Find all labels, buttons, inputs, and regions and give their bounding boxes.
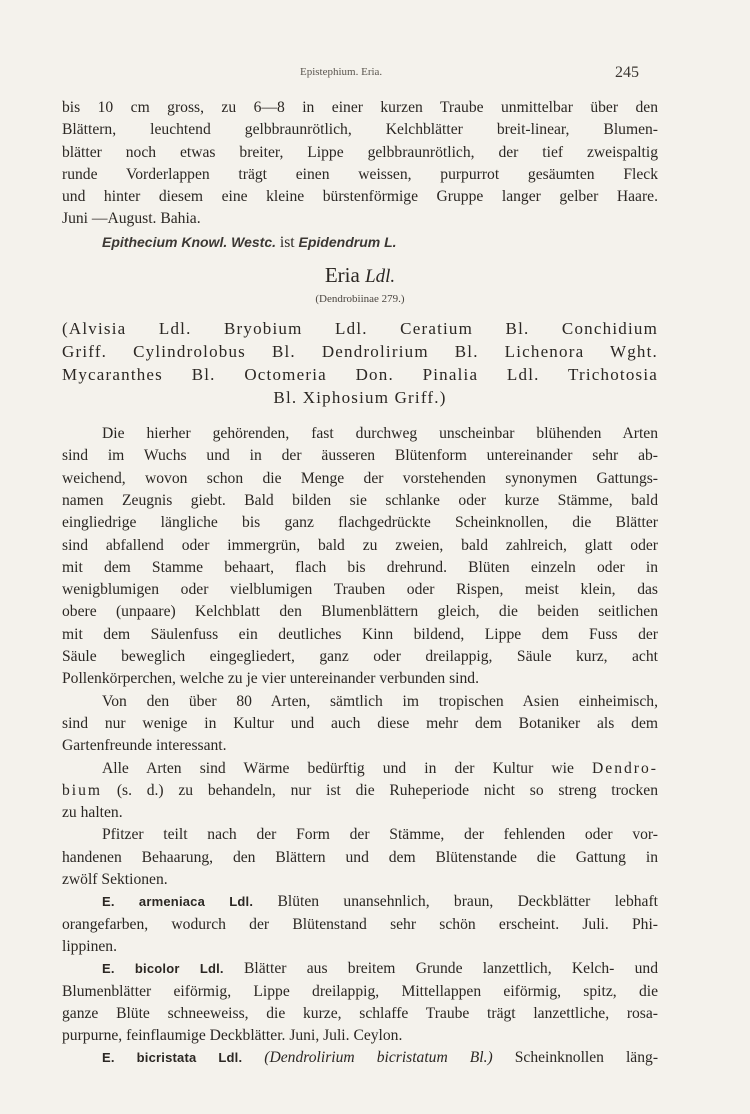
text-line: mit dem Säulenfuss ein deutliches Kinn bildend, Lippe dem Fuss der [62,625,658,643]
text-line: zwölf Sektionen. [62,871,168,889]
body-text [62,97,658,1070]
text-line [62,780,658,802]
page-number: 245 [615,64,639,81]
text-line: obere (unpaare) Kelchblatt den Blumenblättern gleich, die beiden seitlichen [62,603,658,621]
text-line [62,1047,658,1069]
text-line: Von den über 80 Arten, sämtlich im tropischen Asien einheimisch, [102,692,658,710]
text-line: ganze Blüte schneeweiss, die kurze, schlaffe Traube trägt lanzettliche, rosa- [62,1004,658,1022]
text-line: sind nur wenige in Kultur und auch diese mehr dem Botaniker als dem [62,714,658,732]
synonym-line: (Alvisia Ldl. Bryobium Ldl. Ceratium Bl. Conchidium [62,319,658,339]
synonym-line: Mycaranthes Bl. Octomeria Don. Pinalia Ldl. Trichotosia [62,365,658,385]
text-line: runde Vorderlappen trägt einen weissen, purpurrot gesäumten Fleck [62,165,658,183]
text-line: namen Zeugnis giebt. Bald bilden sie schlanke oder kurze Stämme, bald [62,491,658,509]
text-line: sind abfallend oder immergrün, bald zu zweien, bald zahlreich, glatt oder [62,536,658,554]
text-run: Blätter aus breitem Grunde lanzettlich, Kelch- und [223,960,659,978]
text-line: Pollenkörperchen, welche zu je vier untereinander verbunden sind. [62,670,479,688]
genus-author: Ldl. [365,266,396,288]
text-run: (s. d.) zu behandeln, nur ist die Ruheperiode nicht so streng trocken [102,781,658,799]
species-name: E. armeniaca Ldl. [102,894,254,910]
text-line: weichend, wovon schon die Menge der vorstehenden synonymen Gattungs- [62,469,658,487]
species-name: E. bicolor Ldl. [102,961,224,977]
text-line: orangefarben, wodurch der Blütenstand sehr schön erscheint. Juli. Phi- [62,915,658,933]
running-title: Epistephium. Eria. [300,66,383,78]
synonym-line: Bl. Xiphosium Griff.) [273,388,447,408]
species-entry [62,1047,658,1069]
genus-subtribe: (Dendrobiinae 279.) [315,293,405,306]
genus-name: Eria [324,263,360,288]
text-line [62,758,658,780]
text-line: und hinter diesem eine kleine bürstenförmige Gruppe langer gelber Haare. [62,188,658,206]
synonym-note-name: Epithecium Knowl. Westc. [102,233,276,250]
text-line: mit dem Stamme behaart, flach bis drehrund. Blüten einzeln oder in [62,558,658,576]
text-run: Alle Arten sind Wärme bedürftig und in der Kultur wie [102,759,593,777]
text-line: Gartenfreunde interessant. [62,737,227,755]
synonym-note [62,231,658,253]
species-entry [62,958,658,1047]
genus-reference: Dendro- [592,759,658,777]
species-name: E. bicristata Ldl. [102,1050,243,1066]
text-line: purpurne, feinflaumige Deckblätter. Juni, Juli. Ceylon. [62,1027,403,1045]
synonym-line: Griff. Cylindrolobus Bl. Dendrolirium Bl. Lichenora Wght. [62,342,658,362]
running-head [0,66,750,84]
text-line: Säule beweglich eingegliedert, ganz oder dreilappig, Säule kurz, acht [62,648,658,666]
text-line: Die hierher gehörenden, fast durchweg unscheinbar blühenden Arten [102,425,658,443]
text-line: Pfitzer teilt nach der Form der Stämme, der fehlenden oder vor- [102,826,658,844]
text-line: bis 10 cm gross, zu 6—8 in einer kurzen Traube unmittelbar über den [62,99,658,116]
text-run: Scheinknollen läng- [492,1049,659,1067]
text-line: eingliedrige längliche bis ganz flachgedrückte Scheinknollen, die Blätter [62,514,658,532]
text-line: wenigblumigen oder vielblumigen Trauben oder Rispen, meist klein, das [62,581,658,599]
genus-heading [62,261,658,307]
genus-synonyms [62,317,658,409]
synonym-note-target: Epidendrum L. [298,233,397,250]
text-line [62,891,658,913]
text-line: zu halten. [62,804,123,822]
epistephium-continuation [62,97,658,253]
text-run: Blüten unansehnlich, braun, Deckblätter lebhaft [253,893,658,911]
text-line: blätter noch etwas breiter, Lippe gelbbraunrötlich, der tief zweispaltig [62,143,658,161]
synonym-note-mid: ist [276,233,299,251]
text-line: lippinen. [62,937,118,955]
species-synonym: (Dendrolirium bicristatum Bl.) [264,1049,493,1067]
text-line: Juni —August. Bahia. [62,210,201,228]
text-line [62,958,658,980]
genus-reference: bium [62,781,103,799]
genus-description [62,423,658,891]
text-line: Blättern, leuchtend gelbbraunrötlich, Kelchblätter breit-linear, Blumen- [62,121,658,139]
text-line: Blumenblätter eiförmig, Lippe dreilappig, Mittellappen eiförmig, spitz, die [62,982,658,1000]
text-line: sind im Wuchs und in der äusseren Blütenform untereinander sehr ab- [62,447,658,465]
genus-title [62,261,658,291]
text-line: handenen Behaarung, den Blättern und dem Blütenstande die Gattung in [62,848,658,866]
species-entry [62,891,658,958]
